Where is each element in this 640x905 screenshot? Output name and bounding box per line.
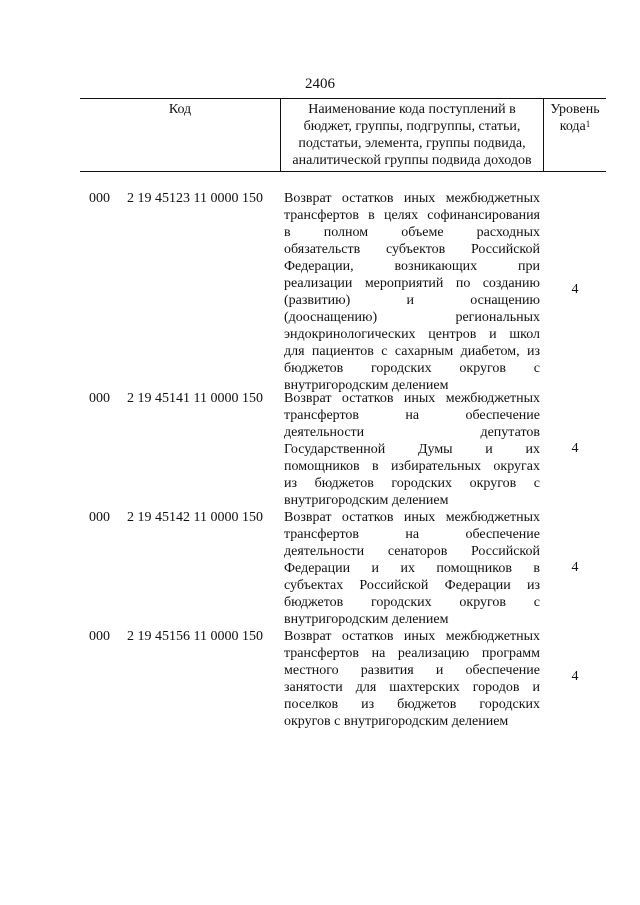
admin-code: 000 (89, 391, 110, 406)
level-value: 4 (571, 560, 579, 575)
revenue-name: Возврат остатков иных межбюджетных трансфертов в целях софинансирования в полном объеме расходных обязательств субъектов Российской Федерации, возникающих при реализации мероприятий по созданию (развитию) и оснащению (дооснащению) региональных эндокринологических центров и школ для пациентов с сахарным диабетом, из бюджетов городских округов с внутригородским делением (284, 191, 540, 393)
header-name-line: аналитической группы подвида доходов (292, 153, 532, 168)
level-value: 4 (571, 282, 579, 297)
revenue-name: Возврат остатков иных межбюджетных трансфертов на обеспечение деятельности депутатов Государственной Думы и их помощников в избирательных округах из бюджетов городских округов с внутригородским делением (284, 391, 540, 508)
revenue-name: Возврат остатков иных межбюджетных трансфертов на реализацию программ местного развития и обеспечение занятости для шахтерских городов и поселков из бюджетов городских округов с внутригородским делением (284, 629, 540, 729)
revenue-name: Возврат остатков иных межбюджетных трансфертов на обеспечение деятельности сенаторов Российской Федерации и их помощников в субъектах Российской Федерации из бюджетов городских округов с внутригородским делением (284, 510, 540, 627)
header-level (544, 101, 606, 135)
level-value: 4 (571, 669, 579, 684)
footnote-marker: 1 (585, 119, 591, 129)
header-name (281, 101, 543, 169)
admin-code: 000 (89, 629, 110, 644)
revenue-code: 2 19 45142 11 0000 150 (127, 510, 263, 525)
admin-code: 000 (89, 191, 110, 206)
table-header (80, 98, 606, 172)
header-name-line: подстатьи, элемента, группы подвида, (298, 136, 526, 151)
page-number: 2406 (305, 76, 335, 92)
revenue-code: 2 19 45123 11 0000 150 (127, 191, 263, 206)
revenue-code: 2 19 45141 11 0000 150 (127, 391, 263, 406)
header-name-line: Наименование кода поступлений в (308, 102, 516, 117)
header-level-line: Уровень (550, 102, 600, 117)
revenue-code: 2 19 45156 11 0000 150 (127, 629, 263, 644)
header-level-line: кода$^1$ (559, 119, 591, 134)
header-name-line: бюджет, группы, подгруппы, статьи, (303, 119, 521, 134)
admin-code: 000 (89, 510, 110, 525)
level-value: 4 (571, 441, 579, 456)
header-code: Код (168, 102, 192, 117)
